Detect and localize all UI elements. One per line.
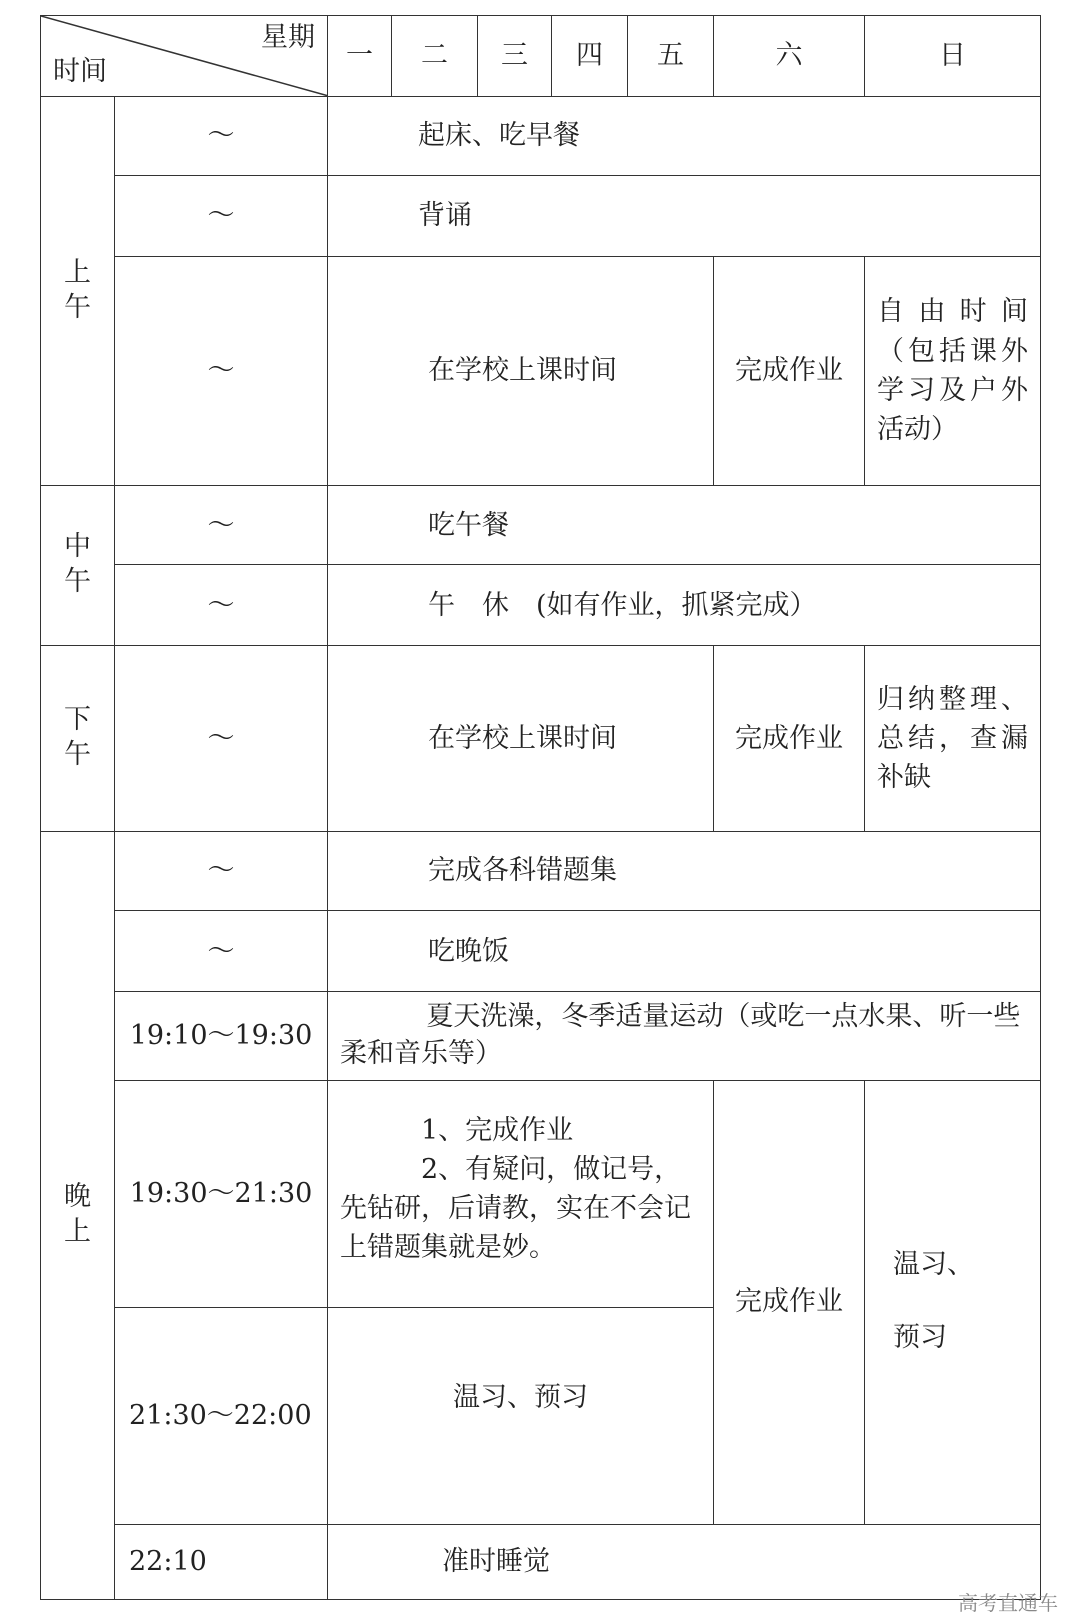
period-evening: 晚上 [41, 831, 115, 1599]
time-cell: 19:30～21:30 [115, 1080, 328, 1307]
watermark: 高考直通车 [958, 1591, 1058, 1615]
day-header-thu: 四 [552, 16, 628, 97]
header-row [41, 16, 1041, 97]
time-cell: ～ [115, 565, 328, 646]
saturday-cell: 完成作业 [714, 256, 865, 485]
time-cell: 21:30～22:00 [115, 1307, 328, 1524]
table-row [41, 565, 1041, 646]
sunday-cell [865, 1080, 1041, 1524]
activity-cell: 准时睡觉 [328, 1524, 1041, 1599]
homework-line-2: 2、有疑问，做记号，先钻研，后请教，实在不会记上错题集就是妙。 [340, 1153, 691, 1263]
time-cell: ～ [115, 831, 328, 911]
period-afternoon: 下午 [41, 645, 115, 831]
time-cell: ～ [115, 176, 328, 257]
time-cell: 22:10 [115, 1524, 328, 1599]
corner-header-cell [41, 16, 328, 97]
activity-cell: 吃晚饭 [328, 911, 1041, 992]
table-row [41, 96, 1041, 176]
activity-cell: 夏天洗澡，冬季适量运动（或吃一点水果、听一些柔和音乐等） [328, 991, 1041, 1080]
sunday-cell: 自由时间（包括课外学习及户外活动） [865, 256, 1041, 485]
activity-cell: 温习、预习 [328, 1307, 714, 1524]
corner-week-label: 星期 [261, 22, 315, 53]
activity-cell: 在学校上课时间 [328, 256, 714, 485]
weekly-schedule-table [40, 15, 1041, 1600]
table-row [41, 831, 1041, 911]
activity-cell: 吃午餐 [328, 485, 1041, 565]
activity-cell: 背诵 [328, 176, 1041, 257]
sunday-evening-line-1: 温习、 [893, 1249, 974, 1281]
time-cell: ～ [115, 96, 328, 176]
table-row [41, 176, 1041, 257]
activity-cell: 完成各科错题集 [328, 831, 1041, 911]
table-row [41, 1080, 1041, 1307]
time-cell: ～ [115, 911, 328, 992]
day-header-tue: 二 [392, 16, 478, 97]
time-cell: ～ [115, 485, 328, 565]
corner-time-label: 时间 [53, 56, 107, 88]
table-row [41, 991, 1041, 1080]
activity-cell: 在学校上课时间 [328, 645, 714, 831]
day-header-mon: 一 [328, 16, 392, 97]
activity-cell: 起床、吃早餐 [328, 96, 1041, 176]
period-morning: 上午 [41, 96, 115, 485]
table-row [41, 645, 1041, 831]
activity-cell: 午 休 (如有作业，抓紧完成） [328, 565, 1041, 646]
day-header-fri: 五 [628, 16, 714, 97]
day-header-wed: 三 [478, 16, 552, 97]
table-row [41, 911, 1041, 992]
day-header-sun: 日 [865, 16, 1041, 97]
homework-line-1: 1、完成作业 [421, 1114, 574, 1146]
saturday-cell: 完成作业 [714, 1080, 865, 1524]
table-row [41, 485, 1041, 565]
time-cell: ～ [115, 645, 328, 831]
activity-cell [328, 1080, 714, 1307]
table-row [41, 256, 1041, 485]
period-noon: 中午 [41, 485, 115, 645]
saturday-cell: 完成作业 [714, 645, 865, 831]
sunday-evening-line-2: 预习 [893, 1322, 947, 1354]
day-header-sat: 六 [714, 16, 865, 97]
sunday-cell: 归纳整理、总结，查漏补缺 [865, 645, 1041, 831]
time-cell: 19:10～19:30 [115, 991, 328, 1080]
time-cell: ～ [115, 256, 328, 485]
table-row [41, 1524, 1041, 1599]
